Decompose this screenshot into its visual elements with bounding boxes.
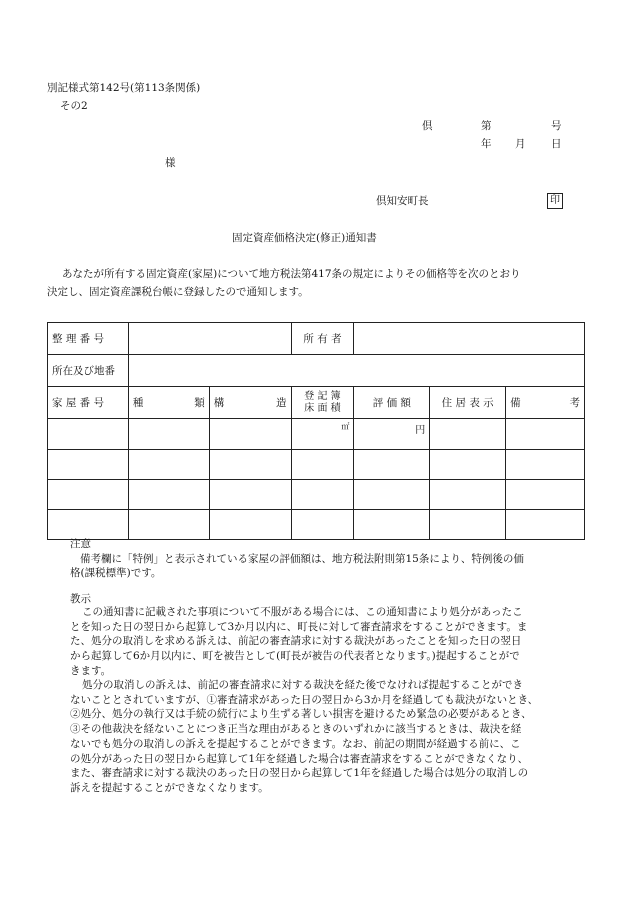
form-sub-reference: その2 bbox=[60, 100, 88, 112]
note-line-1: 備考欄に「特例」と表示されている家屋の評価額は、地方税法附則第15条により、特例後の価 bbox=[80, 553, 524, 565]
seal-mark: 印 bbox=[547, 193, 563, 209]
label-shoyusha: 所 有 者 bbox=[291, 323, 354, 355]
value-shozai[interactable] bbox=[128, 355, 584, 387]
header-hyoka: 評 価 額 bbox=[354, 387, 430, 419]
header-kaoku-bango: 家 屋 番 号 bbox=[48, 387, 129, 419]
doc-number-dai: 第 bbox=[481, 120, 492, 132]
instruction-paragraph-1: この通知書に記載された事項について不服がある場合には、この通知書により処分があったこ とを知った日の翌日から起算して3か月以内に、町長に対して審査請求をすることができます。ま た、処分の取消しを求める訴えは、前記の審査請求に対する裁決があったことを知った日の翌日 から起算して6か月以内に、町を被告として(町長が被告の代表者となります。)提起することがで きます。 bbox=[70, 606, 528, 677]
label-seiri-bango: 整 理 番 号 bbox=[48, 323, 129, 355]
table-row bbox=[48, 510, 585, 540]
note-heading: 注意 bbox=[70, 538, 91, 550]
intro-line-2: 決定し、固定資産課税台帳に登録したので通知します。 bbox=[47, 286, 309, 298]
note-line-2: 格(課税標準)です。 bbox=[70, 567, 162, 579]
valuation-form-table bbox=[47, 322, 585, 540]
header-kozo: 構 造 bbox=[209, 387, 291, 419]
table-row bbox=[48, 450, 585, 480]
document-title: 固定資産価格決定(修正)通知書 bbox=[232, 232, 377, 244]
instruction-paragraph-2: 処分の取消しの訴えは、前記の審査請求に対する裁決を経た後でなければ提起することができ ないこととされていますが、①審査請求があった日の翌日から3か月を経過しても裁決がないとき、 ②処分、処分の執行又は手続の続行により生ずる著しい損害を避けるため緊急の必要があるとき、 ③その他裁決を経ないことにつき正当な理由があるときのいずれかに該当するときは、裁決を経 ないでも処分の取消しの訴えを提起することができます。なお、前記の期間が経過する前に、こ の処分があった日の翌日から起算して1年を経過した場合は審査請求をすることができなくなり、 また、審査請求に対する裁決のあった日の翌日から起算して1年を経過した場合は処分の取消しの 訴えを提起することができなくなります。 bbox=[70, 679, 539, 794]
date-year: 年 bbox=[481, 138, 492, 150]
header-shurui: 種 類 bbox=[128, 387, 209, 419]
table-row bbox=[48, 419, 585, 450]
date-day: 日 bbox=[551, 138, 562, 150]
doc-number-prefix: 倶 bbox=[422, 120, 433, 132]
value-shoyusha[interactable] bbox=[354, 323, 585, 355]
intro-line-1: あなたが所有する固定資産(家屋)について地方税法第417条の規定によりその価格等を次のとおり bbox=[62, 268, 521, 280]
value-seiri-bango[interactable] bbox=[128, 323, 291, 355]
issuer: 倶知安町長 bbox=[376, 195, 429, 207]
label-shozai: 所在及び地番 bbox=[48, 355, 129, 387]
instruction-heading: 教示 bbox=[70, 593, 91, 605]
doc-number-go: 号 bbox=[551, 120, 562, 132]
date-month: 月 bbox=[515, 138, 526, 150]
header-toki-menseki: 登 記 簿 床 面 積 bbox=[291, 387, 354, 419]
unit-square-meter: ㎡ bbox=[291, 419, 354, 450]
header-jukyo: 住 居 表 示 bbox=[430, 387, 506, 419]
unit-yen: 円 bbox=[354, 419, 430, 450]
table-row bbox=[48, 480, 585, 510]
header-biko: 備 考 bbox=[506, 387, 585, 419]
addressee-suffix: 様 bbox=[165, 157, 176, 169]
form-reference: 別記様式第142号(第113条関係) bbox=[47, 82, 201, 94]
